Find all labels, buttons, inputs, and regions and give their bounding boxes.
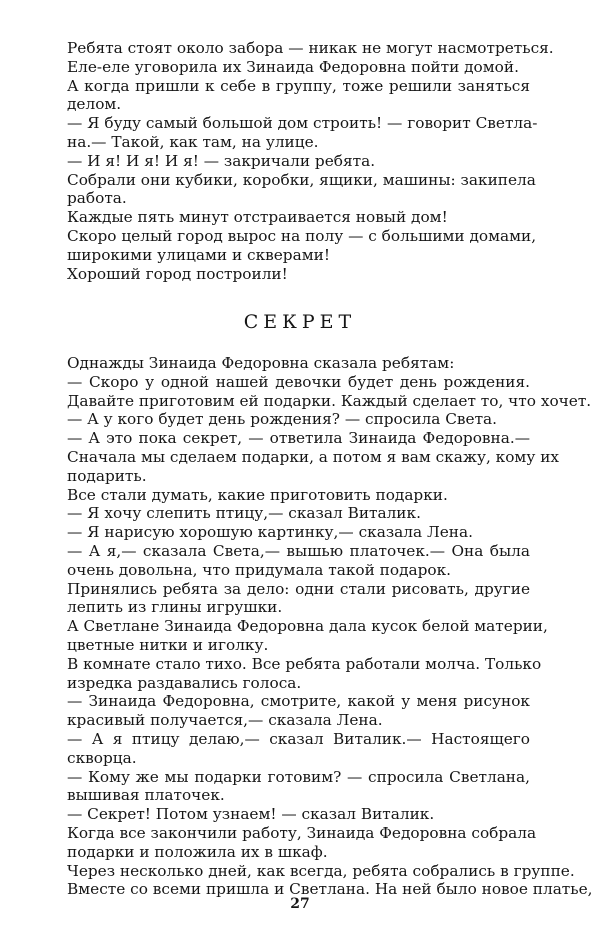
text-line: делом. bbox=[67, 95, 122, 114]
text-line: Когда все закончили работу, Зинаида Федоровна собрала bbox=[67, 823, 537, 842]
text-line: А Светлане Зинаида Федоровна дала кусок белой материи, bbox=[67, 617, 548, 636]
text-line: — А у кого будет день рождения? — спросила Света. bbox=[67, 410, 498, 429]
text-line: подарки и положила их в шкаф. bbox=[67, 842, 328, 861]
text-line: — И я! И я! И я! — закричали ребята. bbox=[67, 151, 376, 170]
text-line: лепить из глины игрушки. bbox=[67, 598, 283, 617]
text-line: очень довольна, что придумала такой подарок. bbox=[67, 560, 452, 579]
text-line: Вместе со всеми пришла и Светлана. На ней было новое платье, bbox=[67, 880, 593, 899]
text-line: — Кому же мы подарки готовим? — спросила Светлана, bbox=[67, 767, 530, 786]
text-line: Еле-еле уговорила их Зинаида Федоровна пойти домой. bbox=[67, 57, 519, 76]
text-line: скворца. bbox=[67, 748, 137, 767]
text-line: на.— Такой, как там, на улице. bbox=[67, 132, 319, 151]
text-line: красивый получается,— сказала Лена. bbox=[67, 711, 383, 730]
text-line: Собрали они кубики, коробки, ящики, машины: закипела bbox=[67, 170, 536, 189]
text-line: Каждые пять минут отстраивается новый дом! bbox=[67, 208, 448, 227]
page-number: 27 bbox=[290, 896, 310, 912]
story-ending-text bbox=[67, 39, 554, 283]
text-line: Однажды Зинаида Федоровна сказала ребятам: bbox=[67, 354, 455, 372]
text-line: подарить. bbox=[67, 466, 147, 485]
text-line: широкими улицами и скверами! bbox=[67, 245, 330, 264]
text-line: Сначала мы сделаем подарки, а потом я вам скажу, кому их bbox=[67, 447, 560, 466]
text-line: — Зинаида Федоровна, смотрите, какой у меня рисунок bbox=[67, 692, 530, 711]
text-line: Скоро целый город вырос на полу — с большими домами, bbox=[67, 226, 537, 245]
text-line: изредка раздавались голоса. bbox=[67, 673, 302, 692]
text-line: — Секрет! Потом узнаем! — сказал Виталик. bbox=[67, 805, 435, 824]
text-line: Хороший город построили! bbox=[67, 264, 288, 283]
text-line: — Я нарисую хорошую картинку,— сказала Лена. bbox=[67, 523, 473, 542]
text-line: вышивая платочек. bbox=[67, 786, 225, 805]
text-line: — Я хочу слепить птицу,— сказал Виталик. bbox=[67, 504, 421, 523]
text-line: Принялись ребята за дело: одни стали рисовать, другие bbox=[67, 579, 530, 598]
text-line: — А я птицу делаю,— сказал Виталик.— Настоящего bbox=[67, 729, 530, 748]
text-line: А когда пришли к себе в группу, тоже решили заняться bbox=[67, 76, 530, 95]
text-line: Ребята стоят около забора — никак не могут насмотреться. bbox=[67, 39, 554, 57]
text-line: — Скоро у одной нашей девочки будет день рождения. bbox=[67, 372, 530, 391]
text-line: В комнате стало тихо. Все ребята работали молча. Только bbox=[67, 654, 542, 673]
text-line: работа. bbox=[67, 189, 127, 208]
text-line: цветные нитки и иголку. bbox=[67, 635, 269, 654]
text-line: Через несколько дней, как всегда, ребята собрались в группе. bbox=[67, 861, 575, 880]
text-line: — Я буду самый большой дом строить! — говорит Светла- bbox=[67, 114, 538, 133]
text-line: Все стали думать, какие приготовить подарки. bbox=[67, 485, 448, 504]
text-line: — А я,— сказала Света,— вышью платочек.— Она была bbox=[67, 541, 530, 560]
text-line: Давайте приготовим ей подарки. Каждый сделает то, что хочет. bbox=[67, 391, 592, 410]
chapter-title: СЕКРЕТ bbox=[243, 311, 357, 333]
text-line: — А это пока секрет, — ответила Зинаида Федоровна.— bbox=[67, 429, 530, 448]
chapter-text bbox=[67, 354, 593, 899]
